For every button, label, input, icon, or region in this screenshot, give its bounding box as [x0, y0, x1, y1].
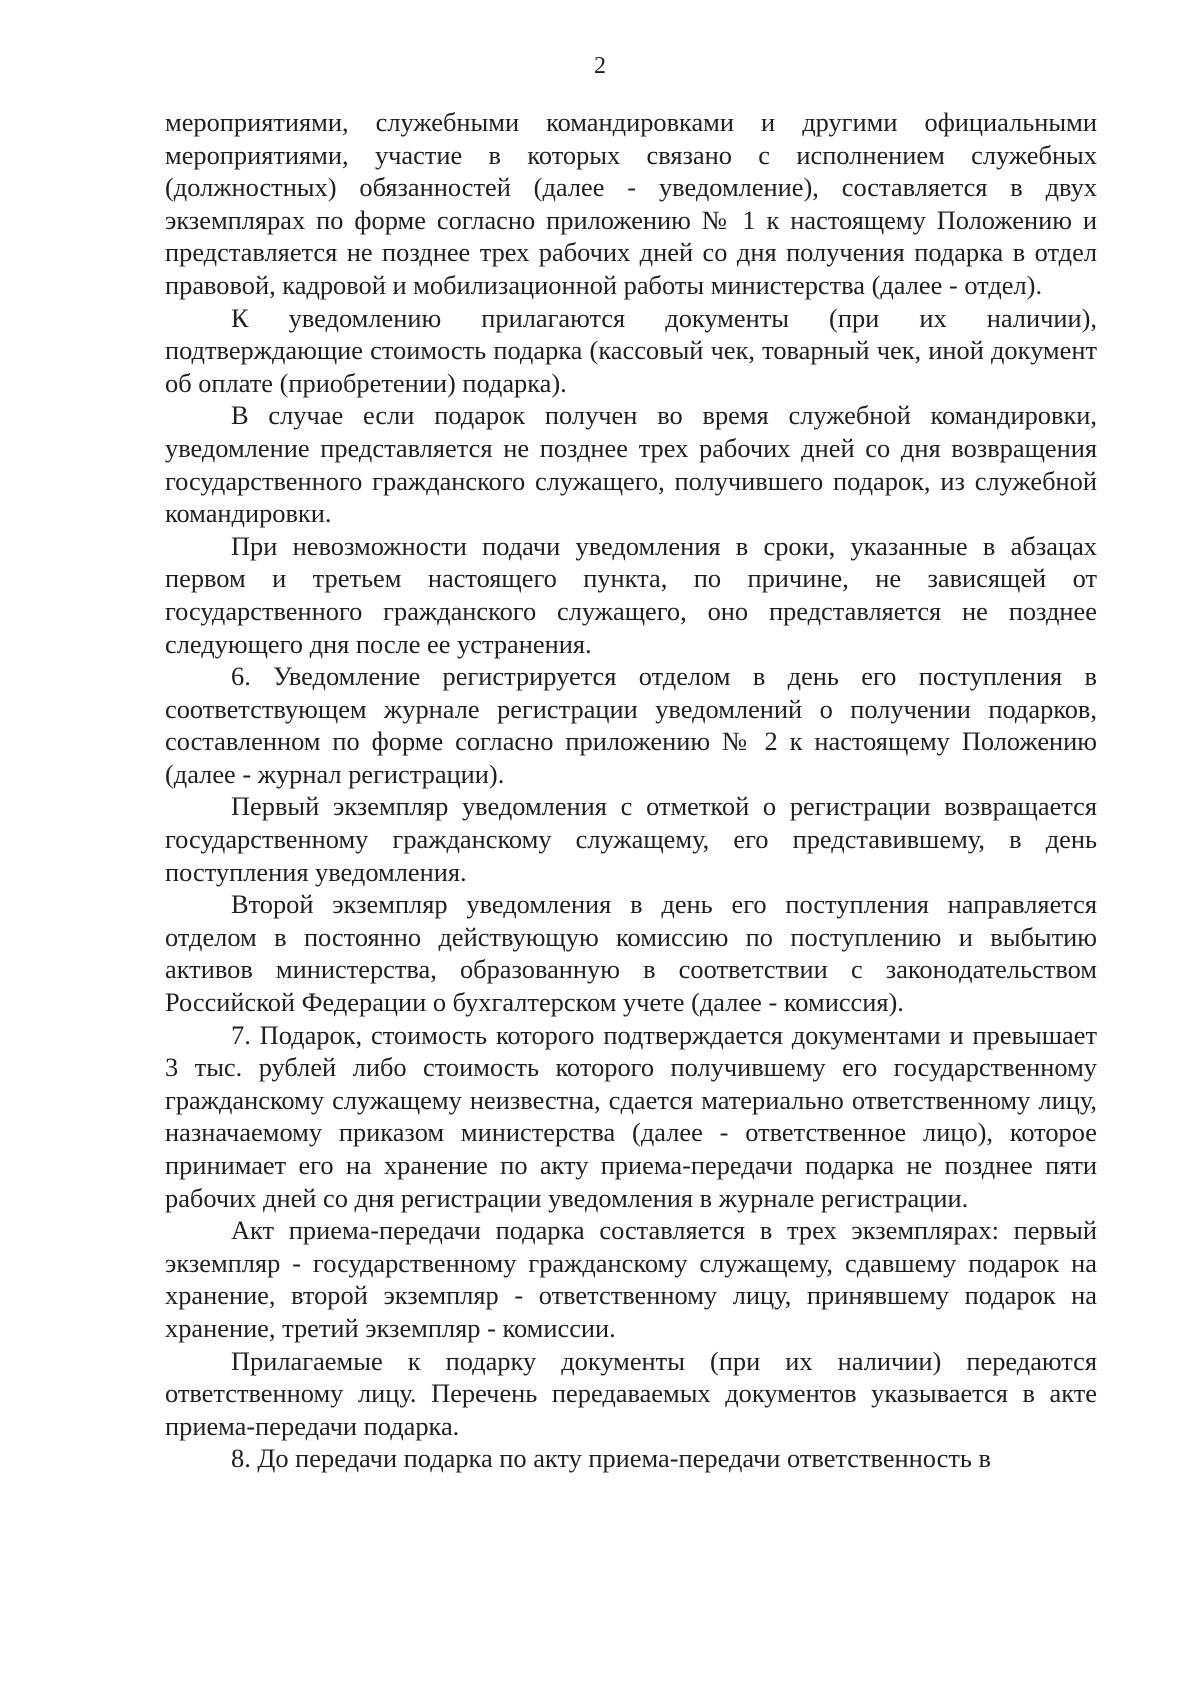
- paragraph-4: При невозможности подачи уведомления в сроки, указанные в абзацах первом и третьем настоящего пункта, по причине, не зависящей от государственного гражданского служащего, оно представляется не позднее следующего дня после ее устранения.: [165, 530, 1097, 659]
- paragraph-8: 7. Подарок, стоимость которого подтверждается документами и превышает 3 тыс. рублей либо стоимость которого получившему его государственному гражданскому служащему неизвестна, сдается материально ответственному лицу, назначаемому приказом министерства (далее - ответственное лицо), которое принимает его на хранение по акту приема-передачи подарка не позднее пяти рабочих дней со дня регистрации уведомления в журнале регистрации.: [165, 1019, 1097, 1213]
- paragraph-10: Прилагаемые к подарку документы (при их наличии) передаются ответственному лицу. Перечень передаваемых документов указывается в акте приема-передачи подарка.: [165, 1345, 1097, 1441]
- paragraph-3: В случае если подарок получен во время служебной командировки, уведомление представляется не позднее трех рабочих дней со дня возвращения государственного гражданского служащего, получившего подарок, из служебной командировки.: [165, 400, 1097, 529]
- paragraph-2: К уведомлению прилагаются документы (при их наличии), подтверждающие стоимость подарка (кассовый чек, товарный чек, иной документ об оплате (приобретении) подарка).: [165, 302, 1097, 398]
- paragraph-1: мероприятиями, служебными командировками и другими официальными мероприятиями, участие в которых связано с исполнением служебных (должностных) обязанностей (далее - уведомление), составляется в двух экземплярах по форме согласно приложению № 1 к настоящему Положению и представляется не позднее трех рабочих дней со дня получения подарка в отдел правовой, кадровой и мобилизационной работы министерства (далее - отдел).: [165, 107, 1097, 300]
- paragraph-11: 8. До передачи подарка по акту приема-передачи ответственность в: [231, 1443, 991, 1474]
- paragraph-5: 6. Уведомление регистрируется отделом в день его поступления в соответствующем журнале регистрации уведомлений о получении подарков, составленном по форме согласно приложению № 2 к настоящему Положению (далее - журнал регистрации).: [165, 661, 1097, 789]
- paragraph-9: Акт приема-передачи подарка составляется в трех экземплярах: первый экземпляр - государственному гражданскому служащему, сдавшему подарок на хранение, второй экземпляр - ответственному лицу, принявшему подарок на хранение, третий экземпляр - комиссии.: [165, 1215, 1097, 1343]
- paragraph-7: Второй экземпляр уведомления в день его поступления направляется отделом в постоянно действующую комиссию по поступлению и выбытию активов министерства, образованную в соответствии с законодательством Российской Федерации о бухгалтерском учете (далее - комиссия).: [165, 889, 1097, 1018]
- page-number: 2: [594, 53, 606, 79]
- paragraph-6: Первый экземпляр уведомления с отметкой о регистрации возвращается государственному гражданскому служащему, его представившему, в день поступления уведомления.: [165, 791, 1097, 887]
- document-body: [165, 106, 1097, 1475]
